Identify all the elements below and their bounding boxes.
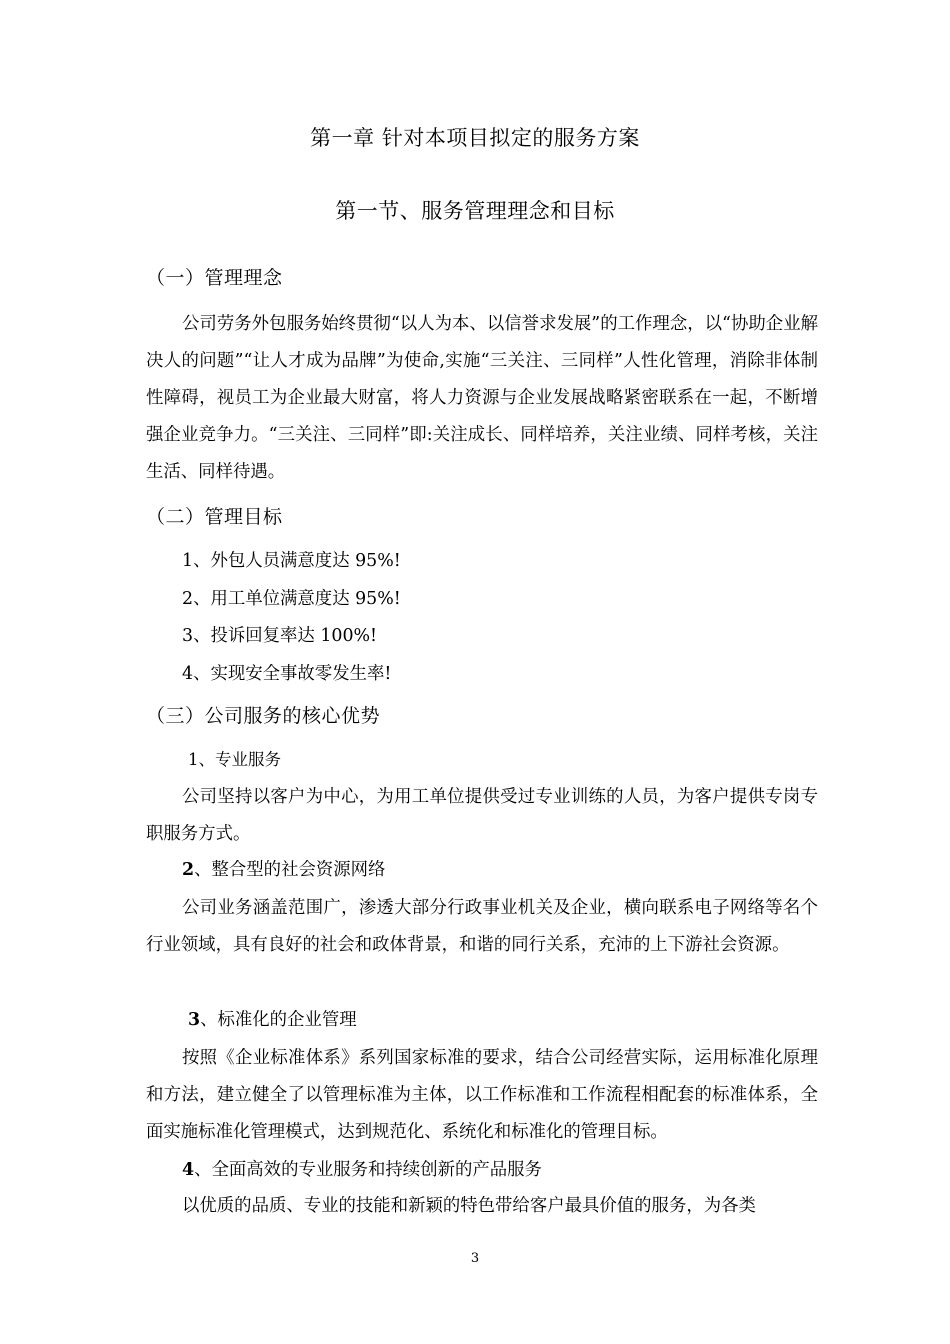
sub-heading-number: 2 [182,860,195,880]
chapter-title: 第一章 针对本项目拟定的服务方案 [310,126,640,150]
heading-core-advantages: （三）公司服务的核心优势 [146,705,381,727]
section-title: 第一节、服务管理理念和目标 [335,199,615,223]
sub-heading-efficient-service [182,1157,542,1183]
paragraph-efficient-service: 以优质的品质、专业的技能和新颖的特色带给客户最具价值的服务，为各类 [182,1196,756,1216]
paragraph-resource-network: 公司业务涵盖范围广，渗透大部分行政事业机关及企业，横向联系电子网络等名个行业领域，具有良好的社会和政体背景，和谐的同行关系，充沛的上下游社会资源。 [146,898,818,955]
goal-item: 3、投诉回复率达 100%! [182,626,378,646]
paragraph-professional-service: 公司坚持以客户为中心，为用工单位提供受过专业训练的人员，为客户提供专岗专职服务方式。 [146,787,818,844]
sub-heading-professional-service: 1、专业服务 [188,750,281,769]
paragraph-management-philosophy: 公司劳务外包服务始终贯彻“以人为本、以信誉求发展”的工作理念，以“协助企业解决人的问题”“让人才成为品牌”为使命,实施“三关注、三同样”人性化管理，消除非体制性障碍，视员工为企业最大财富，将人力资源与企业发展战略紧密联系在一起，不断增强企业竞争力。“三关注、三同样”即:关注成长、同样培养，关注业绩、同样考核，关注生活、同样待遇。 [146,314,818,482]
sub-heading-text: 、整合型的社会资源网络 [194,860,386,880]
page-number: 3 [470,1251,480,1266]
sub-heading-number: 3 [188,1010,201,1030]
heading-management-goals: （二）管理目标 [146,506,283,528]
sub-heading-resource-network [182,857,385,883]
goal-item: 4、实现安全事故零发生率! [182,664,392,684]
sub-heading-text: 、标准化的企业管理 [200,1010,357,1030]
sub-heading-standardized-management [188,1007,357,1033]
heading-management-philosophy: （一）管理理念 [146,267,283,289]
sub-heading-text: 、全面高效的专业服务和持续创新的产品服务 [194,1160,542,1180]
goal-item: 1、外包人员满意度达 95%! [182,551,401,571]
paragraph-standardized-management: 按照《企业标准体系》系列国家标准的要求，结合公司经营实际，运用标准化原理和方法，建立健全了以管理标准为主体，以工作标准和工作流程相配套的标准体系，全面实施标准化管理模式，达到规范化、系统化和标准化的管理目标。 [146,1048,818,1142]
sub-heading-number: 4 [182,1160,195,1180]
goal-item: 2、用工单位满意度达 95%! [182,589,401,609]
